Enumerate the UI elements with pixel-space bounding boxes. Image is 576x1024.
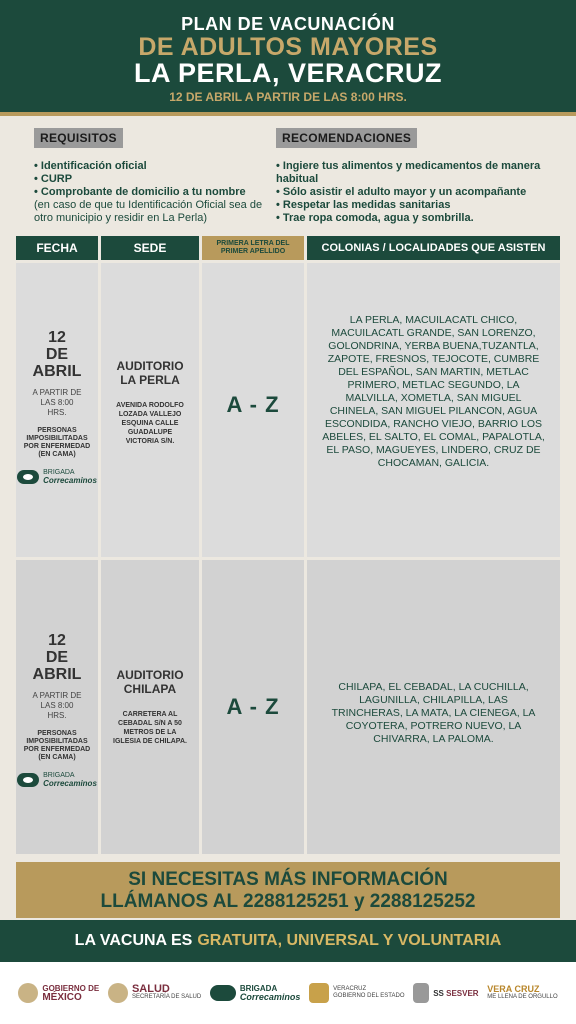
logo-gobierno-text1: GOBIERNO DE — [42, 984, 100, 993]
brigada-logo — [16, 469, 98, 485]
fecha-note: PERSONAS IMPOSIBILITADAS POR ENFERMEDAD (EN CAMA) — [23, 730, 91, 761]
logo-veracruz-gobierno — [309, 983, 404, 1003]
brigada-small: BRIGADA — [43, 469, 75, 476]
footer-logos — [0, 962, 576, 1024]
brigada-footer-icon — [210, 985, 236, 1001]
column-header-colonias: COLONIAS / LOCALIDADES QUE ASISTEN — [307, 236, 560, 260]
column-header-sede: SEDE — [101, 236, 199, 260]
brigada-icon — [17, 773, 39, 787]
sede-address: CARRETERA AL CEBADAL S/N A 50 METROS DE LA IGLESIA DE CHILAPA. — [113, 711, 187, 745]
ss-emblem-icon — [413, 983, 429, 1003]
info-phones: LLÁMANOS AL 2288125251 y 2288125252 — [100, 891, 476, 912]
table-cell-sede — [101, 263, 199, 557]
header-title-line2: DE ADULTOS MAYORES — [138, 33, 438, 61]
recomendaciones-title: RECOMENDACIONES — [276, 128, 417, 148]
column-header-fecha: FECHA — [16, 236, 98, 260]
brigada-small: BRIGADA — [43, 772, 75, 779]
requisito-item: • CURP — [34, 173, 73, 185]
logo-brigada — [210, 984, 301, 1002]
colonias-list: CHILAPA, EL CEBADAL, LA CUCHILLA, LAGUNILLA, CHILAPILLA, LAS TRINCHERAS, LA MATA, LA CIENEGA, LA COYOTERA, POTRERO NUEVO, LA CHIVARRA, LA PALOMA. — [331, 681, 536, 745]
recomendacion-item: • Trae ropa comoda, agua y sombrilla. — [276, 212, 474, 224]
info-banner — [16, 862, 560, 918]
logo-veracruz2: VERA CRUZ — [487, 984, 540, 994]
salud-emblem-icon — [108, 983, 128, 1003]
recomendaciones-section — [276, 128, 556, 225]
recomendacion-item: • Ingiere tus alimentos y medicamentos de manera habitual — [276, 160, 541, 185]
fecha-month: ABRIL — [32, 666, 82, 683]
colonias-list: LA PERLA, MACUILACATL CHICO, MACUILACATL GRANDE, SAN LORENZO, GOLONDRINA, YERBA BUENA,TUZANTLA, ZAPOTE, FRESNOS, TEJOCOTE, CUMBRE DEL ESPAÑOL, SAN MARTIN, METLAC PRIMERO, METLAC SEGUNDO, LA MALVILLA, XOMETLA, SAN MIGUEL CHINELA, SAN MIGUEL PILANCON, AGUA ESCONDIDA, RANCHO VIEJO, BARRIO LOS ABELES, EL SALTO, EL COMAL, PAPALOTLA, EL PASO, MAGUEYES, LINDERO, CRUZ DE CHOCAMAN, GALICIA. — [322, 314, 545, 469]
logo-brigada-small: BRIGADA — [239, 984, 278, 993]
fecha-note: PERSONAS IMPOSIBILITADAS POR ENFERMEDAD (EN CAMA) — [23, 427, 91, 458]
logo-salud — [108, 983, 201, 1003]
fecha-de: DE — [45, 649, 69, 666]
fecha-day: 12 — [48, 329, 66, 346]
requisitos-section — [34, 128, 274, 225]
vacuna-banner — [0, 920, 576, 962]
brigada-icon — [17, 470, 39, 484]
logo-salud-sub: SECRETARÍA DE SALUD — [131, 994, 202, 1000]
table-cell-letra — [202, 560, 304, 854]
requisito-item: • Comprobante de domicilio a tu nombre — [34, 186, 246, 198]
logo-ss: SS — [433, 988, 444, 998]
logo-gobierno-mexico — [18, 983, 99, 1003]
letter-range: A - Z — [226, 694, 280, 719]
recomendacion-item: • Sólo asistir el adulto mayor y un acompañante — [276, 186, 527, 198]
table-cell-fecha — [16, 560, 98, 854]
header-banner — [0, 0, 576, 116]
info-line1: SI NECESITAS MÁS INFORMACIÓN — [128, 869, 448, 890]
sede-title: AUDITORIO LA PERLA — [116, 359, 184, 387]
requisito-note: (en caso de que tu Identificación Oficial sea de otro municipio y residir en La Perla) — [34, 199, 263, 224]
table-cell-letra — [202, 263, 304, 557]
logo-veracruz-orgullo — [487, 985, 557, 1001]
brigada-big: Correcaminos — [43, 476, 97, 485]
mexico-emblem-icon — [18, 983, 38, 1003]
header-title-line1: PLAN DE VACUNACIÓN — [181, 14, 395, 34]
brigada-big: Correcaminos — [43, 779, 97, 788]
logo-salud-text: SALUD — [131, 983, 170, 995]
logo-veracruz2-sub: ME LLENA DE ORGULLO — [487, 994, 558, 1000]
table-cell-colonias — [307, 560, 560, 854]
logo-veracruz-sub: GOBIERNO DEL ESTADO — [333, 993, 405, 999]
fecha-day: 12 — [48, 632, 66, 649]
letter-range: A - Z — [226, 392, 280, 417]
requisitos-title: REQUISITOS — [34, 128, 123, 148]
table-cell-fecha — [16, 263, 98, 557]
table-cell-colonias — [307, 263, 560, 557]
recomendacion-item: • Respetar las medidas sanitarias — [276, 199, 451, 211]
logo-sesver: SESVER — [446, 988, 479, 998]
brigada-logo — [16, 772, 98, 788]
header-title-line3: LA PERLA, VERACRUZ — [133, 58, 442, 88]
sede-title: AUDITORIO CHILAPA — [116, 668, 184, 696]
logo-gobierno-text2: MÉXICO — [42, 992, 82, 1003]
column-header-letra: PRIMERA LETRA DEL PRIMER APELLIDO — [202, 236, 304, 260]
fecha-time: A PARTIR DE LAS 8:00 HRS. — [32, 691, 82, 720]
vacuna-prefix: LA VACUNA ES — [74, 932, 193, 949]
sede-address: AVENIDA RODOLFO LOZADA VALLEJO ESQUINA CALLE GUADALUPE VICTORIA S/N. — [116, 402, 184, 445]
table-cell-sede — [101, 560, 199, 854]
header-stripe — [0, 112, 576, 116]
recomendaciones-list — [276, 160, 556, 225]
vacuna-highlight: GRATUITA, UNIVERSAL Y VOLUNTARIA — [197, 932, 502, 949]
veracruz-shield-icon — [309, 983, 329, 1003]
header-date: 12 DE ABRIL A PARTIR DE LAS 8:00 HRS. — [169, 90, 407, 104]
requisitos-list — [34, 160, 274, 225]
logo-sesver — [413, 983, 478, 1003]
requisito-item: • Identificación oficial — [34, 160, 147, 172]
logo-brigada-big: Correcaminos — [239, 992, 301, 1002]
logo-veracruz-text: VERACRUZ — [333, 986, 367, 992]
fecha-de: DE — [45, 346, 69, 363]
fecha-time: A PARTIR DE LAS 8:00 HRS. — [32, 388, 82, 417]
fecha-month: ABRIL — [32, 363, 82, 380]
